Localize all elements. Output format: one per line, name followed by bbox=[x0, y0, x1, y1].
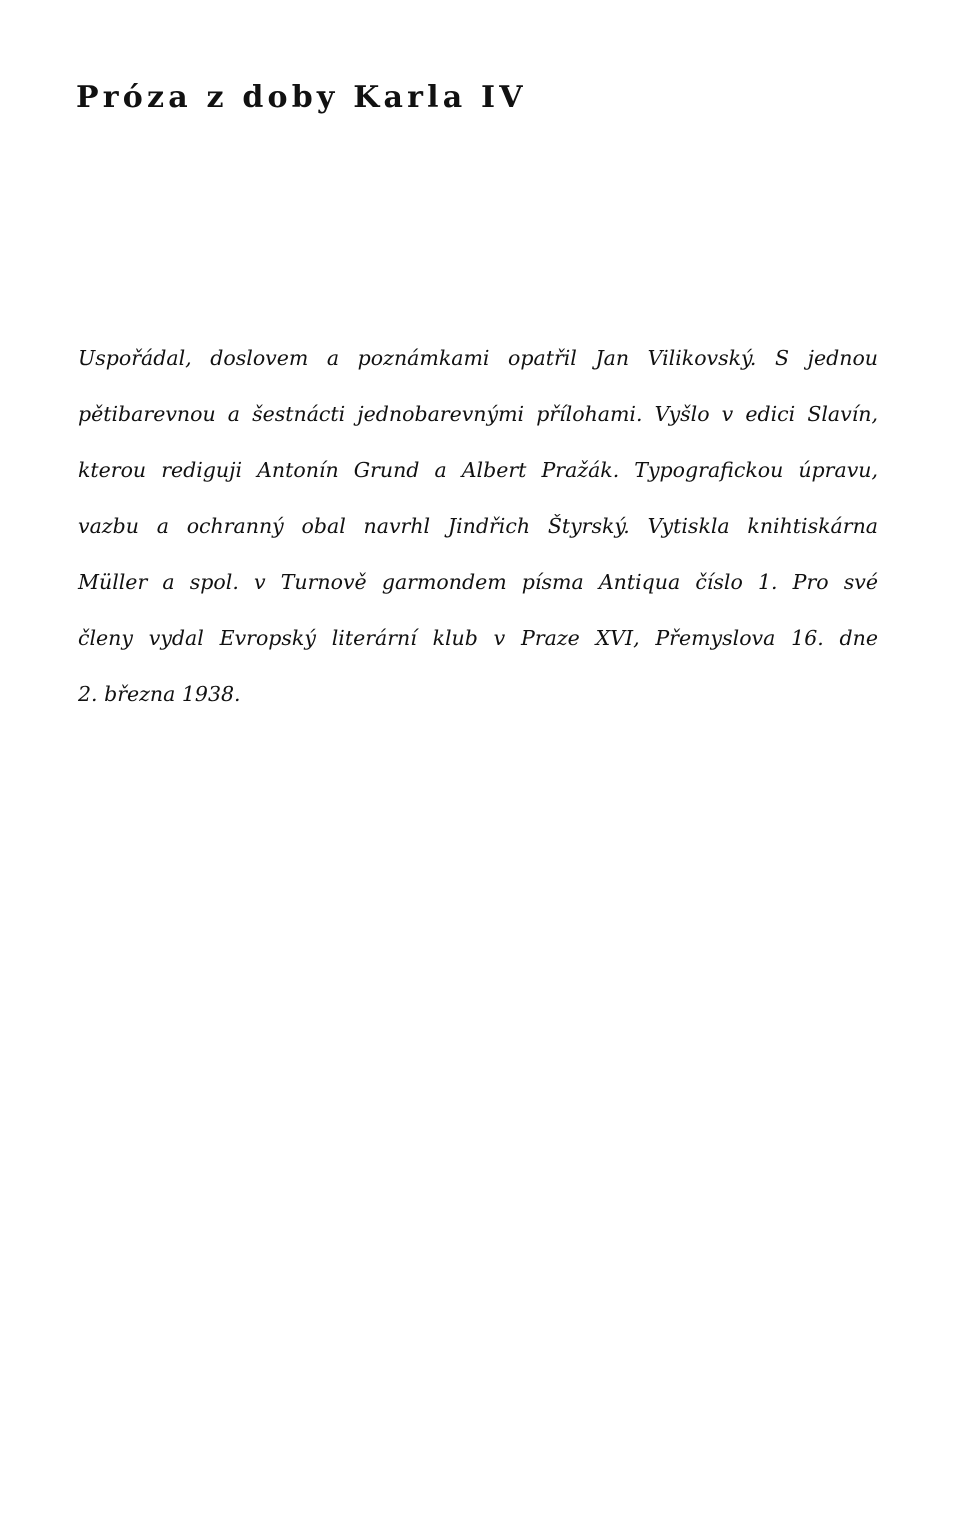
colophon-paragraph bbox=[78, 330, 878, 722]
colophon-line-7: 2. března 1938. bbox=[78, 682, 241, 706]
colophon-line-3: kterou rediguji Antonín Grund a Albert Pražák. Typografickou úpravu, bbox=[78, 458, 878, 482]
colophon-line-5: Müller a spol. v Turnově garmondem písma Antiqua číslo 1. Pro své bbox=[78, 570, 878, 594]
colophon-line-1: Uspořádal, doslovem a poznámkami opatřil Jan Vilikovský. S jednou bbox=[78, 346, 878, 370]
colophon-line-4: vazbu a ochranný obal navrhl Jindřich Štyrský. Vytiskla knihtiskárna bbox=[78, 514, 878, 538]
book-title: Próza z doby Karla IV bbox=[76, 80, 527, 115]
colophon-line-2: pětibarevnou a šestnácti jednobarevnými přílohami. Vyšlo v edici Slavín, bbox=[78, 402, 878, 426]
colophon-line-6: členy vydal Evropský literární klub v Praze XVI, Přemyslova 16. dne bbox=[78, 626, 878, 650]
